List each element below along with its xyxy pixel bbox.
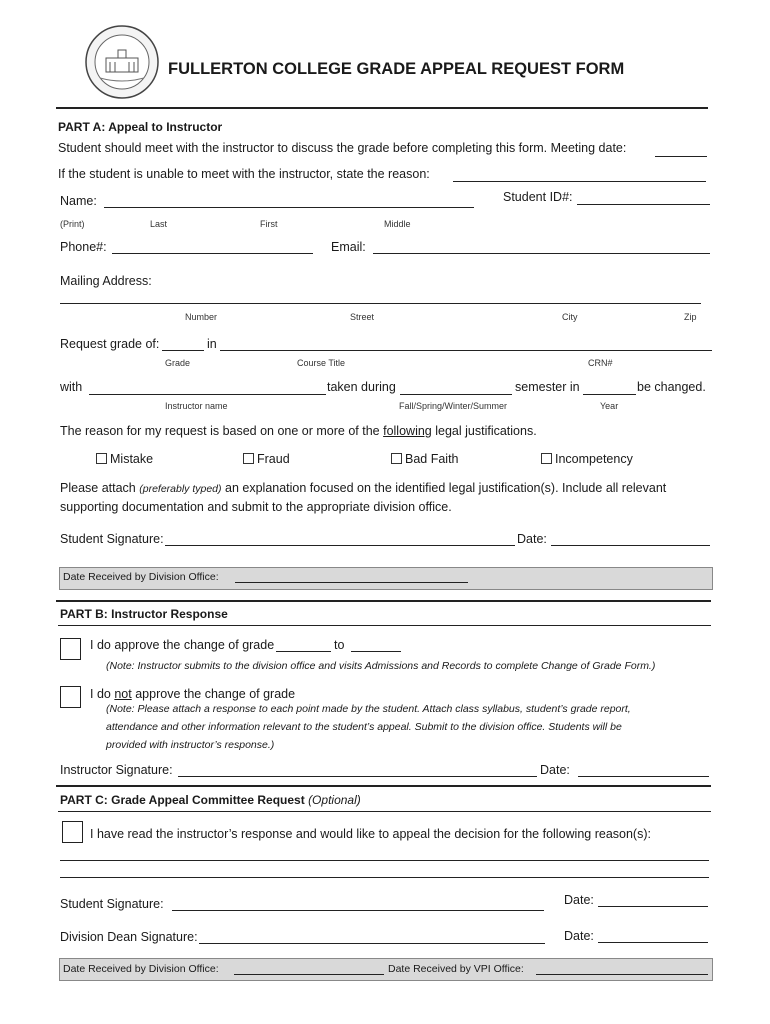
phone-label: Phone#:	[60, 240, 107, 254]
attach-instruction	[60, 481, 666, 495]
dean-signature-field[interactable]	[199, 943, 545, 944]
part-b-heading-underline	[58, 625, 711, 626]
mailing-address-field[interactable]	[60, 303, 701, 304]
approve-note: (Note: Instructor submits to the division office and visits Admissions and Records to complete Change of Grade Form.)	[106, 660, 656, 672]
option-fraud-label: Fraud	[257, 452, 290, 466]
appeal-checkbox[interactable]	[62, 821, 83, 843]
name-label: Name:	[60, 194, 97, 208]
college-seal	[84, 24, 160, 105]
name-field[interactable]	[104, 207, 474, 208]
header-divider	[56, 107, 708, 109]
dean-date-field[interactable]	[598, 942, 708, 943]
approve-to-grade-field[interactable]	[351, 651, 401, 652]
checkbox-icon	[243, 453, 254, 464]
attach-post: an explanation focused on the identified legal justification(s). Include all relevant	[225, 481, 667, 495]
term-field[interactable]	[400, 394, 512, 395]
student-signature-field[interactable]	[165, 545, 515, 546]
meet-instruction: Student should meet with the instructor to discuss the grade before completing this form. Meeting date:	[58, 141, 627, 155]
in-label: in	[207, 337, 217, 351]
part-c-heading	[60, 793, 361, 807]
part-b-divider	[56, 785, 711, 787]
course-field[interactable]	[220, 350, 712, 351]
crn-sublabel: CRN#	[588, 358, 613, 368]
approve-to-label: to	[334, 638, 345, 652]
city-label: City	[562, 312, 578, 322]
last-label: Last	[150, 219, 168, 229]
instructor-signature-label: Instructor Signature:	[60, 763, 173, 777]
unable-reason-field[interactable]	[453, 181, 706, 182]
division-received-field[interactable]	[235, 582, 468, 583]
attach-instruction-line2: supporting documentation and submit to the appropriate division office.	[60, 500, 452, 514]
part-a-heading: PART A: Appeal to Instructor	[58, 120, 223, 134]
taken-during-label: taken during	[327, 380, 396, 394]
appeal-reason-line-1[interactable]	[60, 860, 709, 861]
option-bad-faith-label: Bad Faith	[405, 452, 459, 466]
part-c-optional: (Optional)	[308, 793, 361, 807]
term-sublabel: Fall/Spring/Winter/Summer	[399, 401, 508, 411]
email-field[interactable]	[373, 253, 710, 254]
part-c-heading-text: PART C: Grade Appeal Committee Request	[60, 793, 305, 807]
not-approve-note-2: attendance and other information relevant to the student’s appeal. Submit to the division office. Students will be	[106, 721, 622, 733]
unable-instruction: If the student is unable to meet with the instructor, state the reason:	[58, 167, 430, 181]
dean-date-label: Date:	[564, 929, 594, 943]
instructor-name-sublabel: Instructor name	[165, 401, 228, 411]
part-b-heading: PART B: Instructor Response	[60, 607, 228, 621]
part-c-student-signature-field[interactable]	[172, 910, 544, 911]
attach-pre: Please attach	[60, 481, 136, 495]
approve-from-grade-field[interactable]	[276, 651, 331, 652]
option-mistake-label: Mistake	[110, 452, 154, 466]
final-division-received-label: Date Received by Division Office:	[63, 963, 219, 975]
part-c-student-date-label: Date:	[564, 893, 594, 907]
not-approve-note-3: provided with instructor’s response.)	[106, 739, 275, 751]
option-bad-faith[interactable]	[391, 452, 459, 466]
semester-in-label: semester in	[515, 380, 580, 394]
zip-label: Zip	[684, 312, 697, 322]
year-field[interactable]	[583, 394, 636, 395]
vpi-received-field[interactable]	[536, 974, 708, 975]
final-division-received-field[interactable]	[234, 974, 384, 975]
reason-underlined: following	[383, 424, 432, 438]
middle-label: Middle	[384, 219, 411, 229]
student-id-label: Student ID#:	[503, 190, 573, 204]
student-id-field[interactable]	[577, 204, 710, 205]
instructor-date-label: Date:	[540, 763, 570, 777]
approve-checkbox[interactable]	[60, 638, 81, 660]
not-approve-note-1: (Note: Please attach a response to each point made by the student. Attach class syllabus, student’s grade report,	[106, 703, 631, 715]
student-signature-label: Student Signature:	[60, 532, 164, 546]
year-sublabel: Year	[600, 401, 619, 411]
street-label: Street	[350, 312, 375, 322]
mailing-address-label: Mailing Address:	[60, 274, 152, 288]
grade-field[interactable]	[162, 350, 204, 351]
print-label: (Print)	[60, 219, 85, 229]
approve-text: I do approve the change of grade	[90, 638, 275, 652]
division-received-label: Date Received by Division Office:	[63, 571, 219, 583]
appeal-read-text: I have read the instructor’s response and would like to appeal the decision for the following reason(s):	[90, 827, 651, 841]
instructor-signature-field[interactable]	[178, 776, 537, 777]
course-title-sublabel: Course Title	[297, 358, 346, 368]
meeting-date-field[interactable]	[655, 156, 707, 157]
reason-post: legal justifications.	[435, 424, 537, 438]
student-date-label: Date:	[517, 532, 547, 546]
not-approve-text	[90, 687, 295, 701]
option-incompetency-label: Incompetency	[555, 452, 633, 466]
with-label: with	[60, 380, 83, 394]
number-label: Number	[185, 312, 218, 322]
option-mistake[interactable]	[96, 452, 153, 466]
vpi-received-label: Date Received by VPI Office:	[388, 963, 524, 975]
phone-field[interactable]	[112, 253, 313, 254]
instructor-date-field[interactable]	[578, 776, 709, 777]
not-approve-pre: I do	[90, 687, 111, 701]
checkbox-icon	[391, 453, 402, 464]
request-grade-label: Request grade of:	[60, 337, 160, 351]
first-label: First	[260, 219, 278, 229]
part-c-student-signature-label: Student Signature:	[60, 897, 164, 911]
student-date-field[interactable]	[551, 545, 710, 546]
instructor-name-field[interactable]	[89, 394, 326, 395]
reason-pre: The reason for my request is based on one or more of the	[60, 424, 380, 438]
dean-signature-label: Division Dean Signature:	[60, 930, 198, 944]
checkbox-icon	[96, 453, 107, 464]
not-approve-checkbox[interactable]	[60, 686, 81, 708]
part-c-student-date-field[interactable]	[598, 906, 708, 907]
option-incompetency[interactable]	[541, 452, 633, 466]
part-a-divider	[56, 600, 711, 602]
checkbox-icon	[541, 453, 552, 464]
part-c-heading-underline	[58, 811, 711, 812]
attach-italic: (preferably typed)	[139, 483, 222, 495]
grade-sublabel: Grade	[165, 358, 191, 368]
reason-statement	[60, 424, 537, 438]
appeal-reason-line-2[interactable]	[60, 877, 709, 878]
not-approve-not: not	[114, 687, 132, 701]
email-label: Email:	[331, 240, 366, 254]
be-changed-label: be changed.	[637, 380, 706, 394]
page-title: FULLERTON COLLEGE GRADE APPEAL REQUEST FORM	[168, 60, 625, 78]
not-approve-post: approve the change of grade	[135, 687, 296, 701]
option-fraud[interactable]	[243, 452, 290, 466]
